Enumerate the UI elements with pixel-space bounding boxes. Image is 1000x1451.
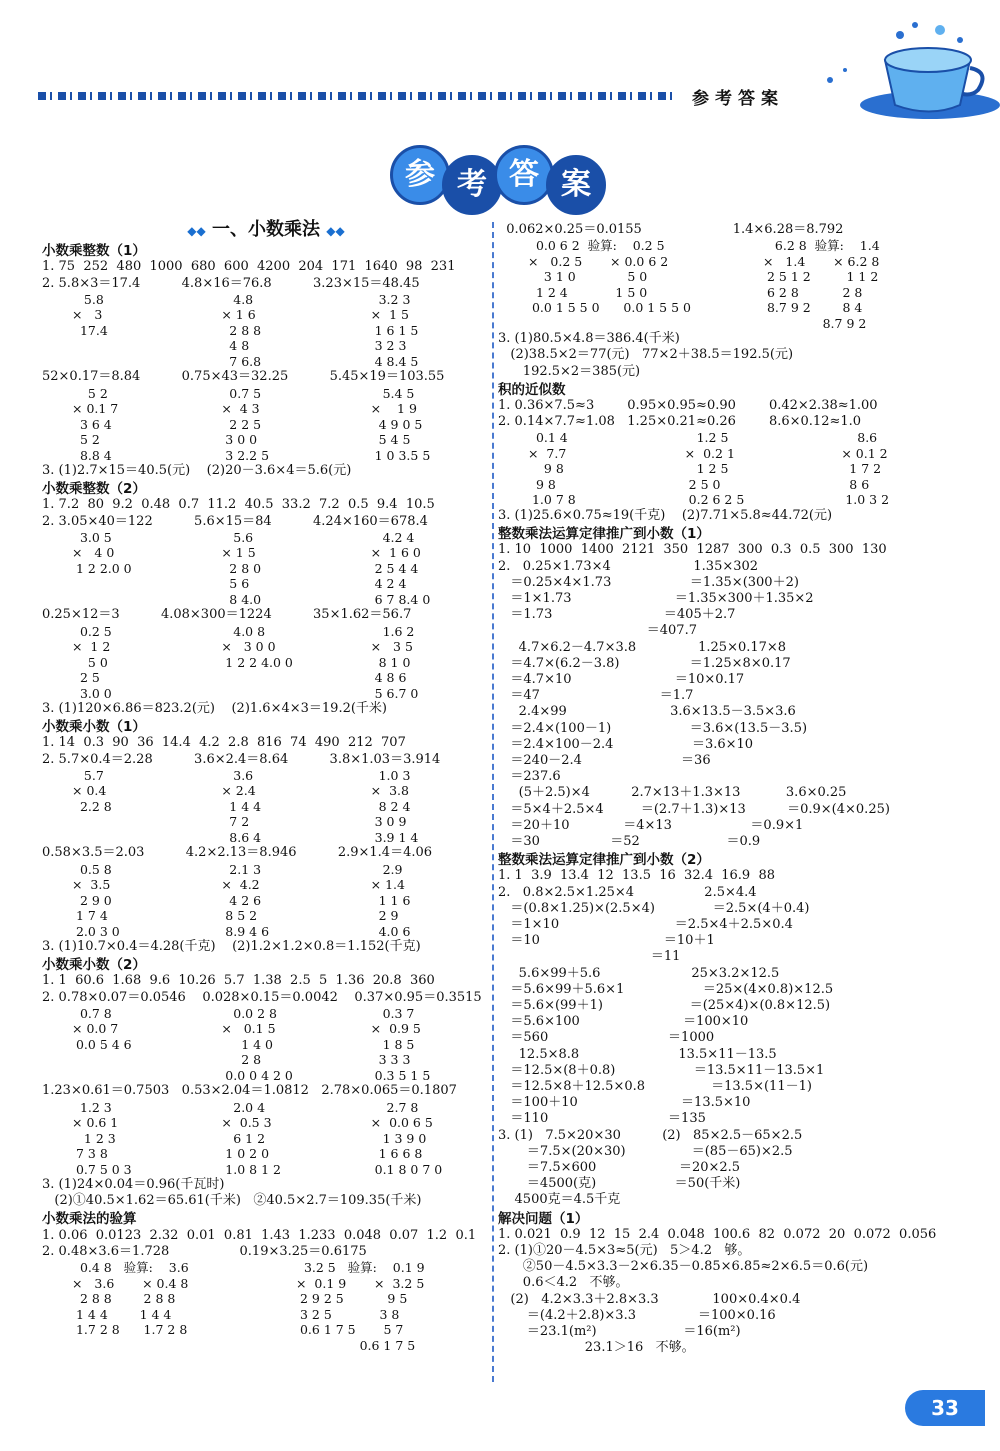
- answer-line: ②50－4.5×3.3－2×6.35－0.85×6.85≈2×6.5＝0.6(元): [498, 1259, 869, 1275]
- answer-line: ＝47 ＝1.7: [498, 688, 694, 704]
- vertical-calculation: 8.6 × 0.1 2 1 7 2 8 6 1.0 3 2: [841, 430, 890, 508]
- answer-line: 3. (1) 7.5×20×30 (2) 85×2.5－65×2.5: [498, 1127, 803, 1143]
- answer-line: 1. 75 252 480 1000 680 600 4200 204 171 1640 98 231: [42, 259, 456, 275]
- answer-line: ＝20＋10 ＝4×13 ＝0.9×1: [498, 817, 804, 833]
- answer-line: (5＋2.5)×4 2.7×13＋1.3×13 3.6×0.25: [498, 785, 847, 801]
- vertical-calculation: 0.7 8 × 0.0 7 0.0 5 4 6: [72, 1005, 132, 1052]
- answer-line: ＝237.6: [498, 769, 561, 785]
- answer-line: ＝110 ＝135: [498, 1111, 706, 1127]
- lesson-heading: 小数乘法的验算: [42, 1211, 137, 1228]
- answer-line: ＝560 ＝1000: [498, 1030, 715, 1046]
- answer-line: 2.4×99 3.6×13.5－3.5×3.6: [498, 704, 796, 720]
- answer-line: 4500克＝4.5千克: [498, 1192, 621, 1208]
- vertical-calculation: 1.0 3 × 3.8 8 2 4 3 0 9 3.9 1 4: [370, 767, 419, 845]
- lesson-heading: 小数乘小数（2）: [42, 957, 146, 974]
- vertical-calculation-row: [42, 386, 490, 464]
- vertical-calculation-row: [42, 292, 490, 370]
- vertical-calculation: 1.6 2 × 3 5 8 1 0 4 8 6 5 6.7 0: [370, 623, 419, 701]
- answer-line: ＝5.6×99＋5.6×1 ＝25×(4×0.8)×12.5: [498, 981, 834, 997]
- header-title: 参考答案: [692, 89, 784, 109]
- main-title-char: 案: [546, 155, 606, 215]
- answer-line: 23.1＞16 不够。: [498, 1340, 695, 1356]
- vertical-calculation: 4.8 × 1 6 2 8 8 4 8 7 6.8: [221, 291, 262, 369]
- answer-line: ＝4500(克) ＝50(千米): [498, 1176, 741, 1192]
- answer-line: ＝2.4×(100－1) ＝3.6×(13.5－3.5): [498, 720, 808, 736]
- answer-line: 2. 0.25×1.73×4 1.35×302: [498, 558, 759, 574]
- answer-line: ＝30 ＝52 ＝0.9: [498, 833, 761, 849]
- answer-line: (2)①40.5×1.62＝65.61(千米) ②40.5×2.7＝109.35(千米): [42, 1193, 422, 1209]
- answer-line: 3. (1)120×6.86＝823.2(元) (2)1.6×4×3＝19.2(千米): [42, 701, 387, 717]
- vertical-calculation: 2.9 × 1.4 1 1 6 2 9 4.0 6: [370, 861, 411, 939]
- diamond-icon: ◆◆: [187, 224, 206, 238]
- lesson-heading: 小数乘整数（2）: [42, 481, 146, 498]
- vertical-calculation-row: [42, 530, 490, 608]
- vertical-calculation: 1.2 3 × 0.6 1 1 2 3 7 3 8 0.7 5 0 3: [72, 1099, 132, 1177]
- main-title-char: 参: [390, 145, 450, 205]
- answer-line: 5.6×99＋5.6 25×3.2×12.5: [498, 965, 780, 981]
- vertical-calculation-row: [498, 430, 968, 508]
- answer-line: 3. (1)25.6×0.75≈19(千克) (2)7.71×5.8≈44.72(元): [498, 507, 833, 523]
- answer-line: ＝100＋10 ＝13.5×10: [498, 1095, 751, 1111]
- answer-line: 0.062×0.25＝0.0155 1.4×6.28＝8.792: [498, 222, 844, 237]
- vertical-calculation-row: [42, 1260, 490, 1353]
- vertical-calculation-row: [42, 624, 490, 702]
- page-number: 33: [905, 1390, 985, 1426]
- answer-line: 1. 0.06 0.0123 2.32 0.01 0.81 1.43 1.233 0.048 0.07 1.2 0.1: [42, 1227, 477, 1243]
- right-column: [498, 222, 968, 1356]
- answer-line: 2. 0.8×2.5×1.25×4 2.5×4.4: [498, 884, 757, 900]
- header-decorative-line: [38, 92, 678, 100]
- vertical-calculation: 5 2 × 0.1 7 3 6 4 5 2 8.8 4: [72, 385, 119, 463]
- answer-line: ＝4.7×(6.2－3.8) ＝1.25×8×0.17: [498, 655, 791, 671]
- vertical-calculation: 0.4 8 验算: 3.6 × 3.6 × 0.4 8 2 8 8 2 8 8 1 4 4 1 4 4 1.7 2 8 1.7 2 8: [72, 1260, 189, 1338]
- vertical-calculation: 0.2 5 × 1 2 5 0 2 5 3.0 0: [72, 623, 112, 701]
- answer-line: ＝5.6×(99＋1) ＝(25×4)×(0.8×12.5): [498, 998, 831, 1014]
- vertical-calculation: 6.2 8 验算: 1.4 × 1.4 × 6.2 8 2 5 1 2 1 1 2 6 2 8 2 8 8.7 9 2 8 4 8.7 9 2: [763, 238, 880, 331]
- answer-line: 2. 0.78×0.07＝0.0546 0.028×0.15＝0.0042 0.37×0.95＝0.3515: [42, 989, 482, 1005]
- vertical-calculation: 5.4 5 × 1 9 4 9 0 5 5 4 5 1 0 3.5 5: [370, 385, 431, 463]
- vertical-calculation-row: [42, 862, 490, 940]
- answer-line: ＝(4.2＋2.8)×3.3 ＝100×0.16: [498, 1307, 776, 1323]
- teacup-illustration-icon: [800, 10, 1000, 120]
- answer-line: 4.7×6.2－4.7×3.8 1.25×0.17×8: [498, 639, 787, 655]
- answer-line: (2)38.5×2＝77(元) 77×2＋38.5＝192.5(元): [498, 347, 794, 363]
- column-divider: [492, 222, 494, 1382]
- lesson-heading: 小数乘小数（1）: [42, 719, 146, 736]
- answer-line: 0.58×3.5＝2.03 4.2×2.13＝8.946 2.9×1.4＝4.06: [42, 845, 433, 861]
- lesson-heading: 整数乘法运算定律推广到小数（1）: [498, 526, 710, 543]
- page-header: [0, 0, 1000, 135]
- vertical-calculation: 4.0 8 × 3 0 0 1 2 2 4.0 0: [221, 623, 293, 670]
- answer-line: 52×0.17＝8.84 0.75×43＝32.25 5.45×19＝103.55: [42, 369, 445, 385]
- vertical-calculation: 1.2 5 × 0.2 1 1 2 5 2 5 0 0.2 6 2 5: [684, 430, 745, 508]
- main-title-char: 考: [442, 155, 502, 215]
- answer-line: ＝407.7: [498, 623, 697, 639]
- vertical-calculation: 0.1 4 × 7.7 9 8 9 8 1.0 7 8: [528, 430, 576, 508]
- answer-line: 2. (1)①20－4.5×3≈5(元) 5＞4.2 够。: [498, 1243, 751, 1259]
- answer-line: ＝7.5×(20×30) ＝(85－65)×2.5: [498, 1143, 793, 1159]
- vertical-calculation: 5.7 × 0.4 2.2 8: [72, 767, 112, 814]
- answer-line: 3. (1)80.5×4.8＝386.4(千米): [498, 331, 680, 347]
- answer-line: 3. (1)24×0.04＝0.96(千瓦时): [42, 1177, 225, 1193]
- answer-line: 2. 3.05×40＝122 5.6×15＝84 4.24×160＝678.4: [42, 513, 428, 529]
- answer-line: 2. 5.8×3＝17.4 4.8×16＝76.8 3.23×15＝48.45: [42, 275, 420, 291]
- answer-line: 1. 0.36×7.5≈3 0.95×0.95≈0.90 0.42×2.38≈1.00: [498, 398, 878, 414]
- answer-line: 3. (1)2.7×15＝40.5(元) (2)20－3.6×4＝5.6(元): [42, 463, 352, 479]
- vertical-calculation: 3.0 5 × 4 0 1 2 2.0 0: [72, 529, 132, 576]
- answer-line: ＝5×4＋2.5×4 ＝(2.7＋1.3)×13 ＝0.9×(4×0.25): [498, 801, 890, 817]
- main-title-char: 答: [494, 145, 554, 205]
- answer-line: 2. 0.48×3.6＝1.728 0.19×3.25＝0.6175: [42, 1243, 367, 1259]
- vertical-calculation: 5.8 × 3 17.4: [72, 291, 108, 338]
- vertical-calculation: 5.6 × 1 5 2 8 0 5 6 8 4.0: [221, 529, 262, 607]
- lesson-heading: 小数乘整数（1）: [42, 243, 146, 260]
- answer-line: 0.25×12＝3 4.08×300＝1224 35×1.62＝56.7: [42, 607, 412, 623]
- vertical-calculation-row: [42, 1100, 490, 1178]
- vertical-calculation: 2.7 8 × 0.0 6 5 1 3 9 0 1 6 6 8 0.1 8 0 7 0: [370, 1099, 443, 1177]
- answer-line: ＝23.1(m²) ＝16(m²): [498, 1324, 741, 1340]
- vertical-calculation: 4.2 4 × 1 6 0 2 5 4 4 4 2 4 6 7 8.4 0: [370, 529, 431, 607]
- lesson-heading: 解决问题（1）: [498, 1210, 589, 1227]
- main-title: [390, 145, 610, 215]
- answer-line: ＝12.5×(8＋0.8) ＝13.5×11－13.5×1: [498, 1062, 825, 1078]
- diamond-icon: ◆◆: [326, 224, 345, 238]
- answer-line: ＝1.73 ＝405＋2.7: [498, 607, 736, 623]
- answer-line: 0.6＜4.2 不够。: [498, 1275, 629, 1291]
- vertical-calculation: 2.0 4 × 0.5 3 6 1 2 1 0 2 0 1.0 8 1 2: [221, 1099, 281, 1177]
- lesson-heading: 积的近似数: [498, 381, 566, 398]
- vertical-calculation: 0.3 7 × 0.9 5 1 8 5 3 3 3 0.3 5 1 5: [370, 1005, 431, 1083]
- answer-line: ＝1×10 ＝2.5×4＋2.5×0.4: [498, 917, 793, 932]
- answer-line: ＝11: [498, 949, 681, 965]
- answer-line: 1. 14 0.3 90 36 14.4 4.2 2.8 816 74 490 212 707: [42, 735, 406, 751]
- answer-line: ＝10 ＝10＋1: [498, 933, 715, 949]
- vertical-calculation: 0.5 8 × 3.5 2 9 0 1 7 4 2.0 3 0: [72, 861, 120, 939]
- answer-line: 1. 0.021 0.9 12 15 2.4 0.048 100.6 82 0.072 20 0.072 0.056: [498, 1226, 937, 1242]
- answer-line: ＝240－2.4 ＝36: [498, 752, 711, 768]
- vertical-calculation: 2.1 3 × 4.2 4 2 6 8 5 2 8.9 4 6: [221, 861, 270, 939]
- vertical-calculation: 3.2 5 验算: 0.1 9 × 0.1 9 × 3.2 5 2 9 2 5 9 5 3 2 5 3 8 0.6 1 7 5 5 7 0.6 1 7 5: [296, 1260, 425, 1353]
- answer-line: 2. 5.7×0.4＝2.28 3.6×2.4＝8.64 3.8×1.03＝3.914: [42, 751, 441, 767]
- answer-line: ＝4.7×10 ＝10×0.17: [498, 671, 745, 687]
- vertical-calculation: 0.0 2 8 × 0.1 5 1 4 0 2 8 0.0 0 4 2 0: [221, 1005, 293, 1083]
- lesson-heading: 整数乘法运算定律推广到小数（2）: [498, 852, 710, 869]
- vertical-calculation: 3.2 3 × 1 5 1 6 1 5 3 2 3 4 8.4 5: [370, 291, 419, 369]
- answer-line: ＝7.5×600 ＝20×2.5: [498, 1160, 741, 1176]
- vertical-calculation: 0.7 5 × 4 3 2 2 5 3 0 0 3 2.2 5: [221, 385, 270, 463]
- answer-line: ＝1×1.73 ＝1.35×300＋1.35×2: [498, 590, 814, 606]
- left-column: [42, 219, 490, 1353]
- answer-line: (2) 4.2×3.3＋2.8×3.3 100×0.4×0.4: [498, 1291, 801, 1307]
- vertical-calculation-row: [498, 238, 968, 331]
- answer-line: 1. 1 60.6 1.68 9.6 10.26 5.7 1.38 2.5 5 1.36 20.8 360: [42, 973, 435, 989]
- answer-line: ＝2.4×100－2.4 ＝3.6×10: [498, 736, 754, 752]
- answer-line: ＝(0.8×1.25)×(2.5×4) ＝2.5×(4＋0.4): [498, 900, 810, 916]
- answer-line: 12.5×8.8 13.5×11－13.5: [498, 1046, 777, 1062]
- answer-line: 1. 7.2 80 9.2 0.48 0.7 11.2 40.5 33.2 7.2 0.5 9.4 10.5: [42, 497, 435, 513]
- answer-line: 1.23×0.61＝0.7503 0.53×2.04＝1.0812 2.78×0.065＝0.1807: [42, 1083, 457, 1099]
- vertical-calculation-row: [42, 1006, 490, 1084]
- answer-line: 1. 10 1000 1400 2121 350 1287 300 0.3 0.5 300 130: [498, 542, 887, 558]
- answer-line: ＝0.25×4×1.73 ＝1.35×(300＋2): [498, 574, 799, 590]
- answer-line: 3. (1)10.7×0.4＝4.28(千克) (2)1.2×1.2×0.8＝1.152(千克): [42, 939, 421, 955]
- answer-line: ＝5.6×100 ＝100×10: [498, 1014, 749, 1030]
- answer-line: ＝12.5×8＋12.5×0.8 ＝13.5×(11－1): [498, 1079, 812, 1095]
- answer-line: 2. 0.14×7.7≈1.08 1.25×0.21≈0.26 8.6×0.12≈1.0: [498, 414, 862, 430]
- vertical-calculation: 0.0 6 2 验算: 0.2 5 × 0.2 5 × 0.0 6 2 3 1 0 5 0 1 2 4 1 5 0 0.0 1 5 5 0 0.0 1 5 5 0: [528, 238, 691, 316]
- answer-line: 1. 1 3.9 13.4 12 13.5 16 32.4 16.9 88: [498, 868, 776, 884]
- vertical-calculation: 3.6 × 2.4 1 4 4 7 2 8.6 4: [221, 767, 262, 845]
- answer-line: 192.5×2＝385(元): [498, 363, 641, 379]
- vertical-calculation-row: [42, 768, 490, 846]
- section-heading: ◆◆ 一、小数乘法 ◆◆: [187, 219, 345, 240]
